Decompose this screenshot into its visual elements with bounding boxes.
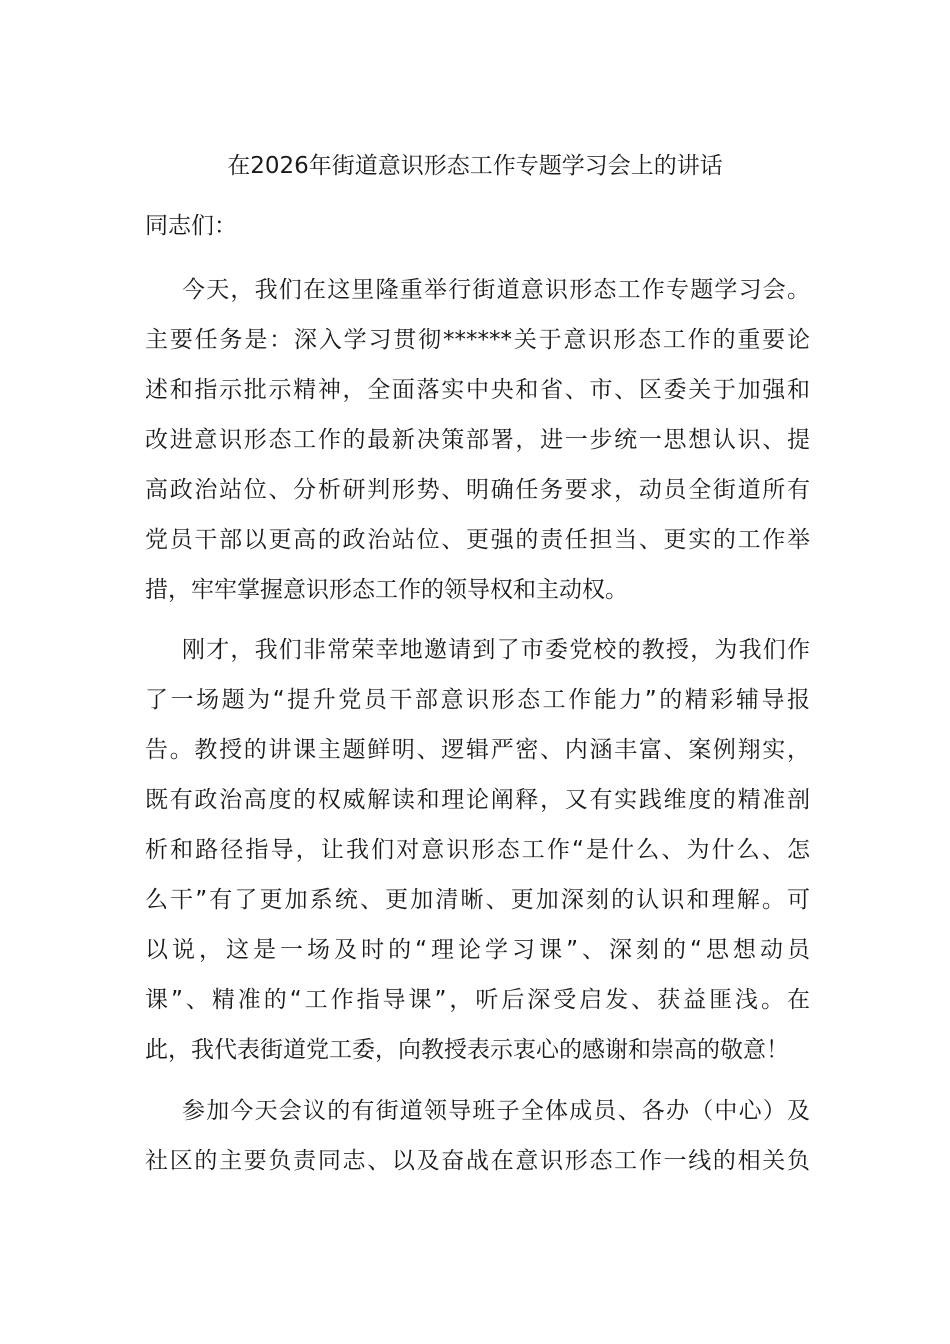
- paragraph-line: 课”、精准的“工作指导课”，听后深受启发、获益匪浅。在: [145, 987, 810, 1013]
- document-title: 在2026年街道意识形态工作专题学习会上的讲话: [227, 153, 723, 179]
- paragraph-3: [145, 1086, 810, 1186]
- paragraph-line: 告。教授的讲课主题鲜明、逻辑严密、内涵丰富、案例翔实，: [145, 737, 810, 763]
- paragraph-line: 主要任务是：深入学习贯彻******关于意识形态工作的重要论: [145, 327, 810, 353]
- paragraph-line: 么干”有了更加系统、更加清晰、更加深刻的认识和理解。可: [145, 887, 810, 913]
- paragraph-line: 述和指示批示精神，全面落实中央和省、市、区委关于加强和: [145, 377, 810, 403]
- paragraph-line: 参加今天会议的有街道领导班子全体成员、各办（中心）及: [182, 1098, 810, 1124]
- paragraph-line: 党员干部以更高的政治站位、更强的责任担当、更实的工作举: [145, 527, 810, 553]
- paragraph-line: 刚才，我们非常荣幸地邀请到了市委党校的教授，为我们作: [182, 637, 810, 663]
- paragraph-line: 此，我代表街道党工委，向教授表示衷心的感谢和崇高的敬意！: [145, 1037, 789, 1063]
- paragraph-line: 社区的主要负责同志、以及奋战在意识形态工作一线的相关负: [145, 1148, 810, 1174]
- paragraph-2: [145, 625, 810, 1075]
- paragraph-line: 高政治站位、分析研判形势、明确任务要求，动员全街道所有: [145, 477, 810, 503]
- paragraph-line: 以说，这是一场及时的“理论学习课”、深刻的“思想动员: [145, 937, 810, 963]
- paragraph-line: 改进意识形态工作的最新决策部署，进一步统一思想认识、提: [145, 427, 810, 453]
- paragraph-line: 今天，我们在这里隆重举行街道意识形态工作专题学习会。: [182, 277, 810, 303]
- paragraph-line: 措，牢牢掌握意识形态工作的领导权和主动权。: [145, 577, 628, 603]
- paragraph-1: [145, 265, 810, 615]
- paragraph-line: 析和路径指导，让我们对意识形态工作“是什么、为什么、怎: [145, 837, 810, 863]
- paragraph-line: 了一场题为“提升党员干部意识形态工作能力”的精彩辅导报: [145, 687, 810, 713]
- paragraph-line: 既有政治高度的权威解读和理论阐释，又有实践维度的精准剖: [145, 787, 810, 813]
- salutation: 同志们：: [145, 213, 237, 239]
